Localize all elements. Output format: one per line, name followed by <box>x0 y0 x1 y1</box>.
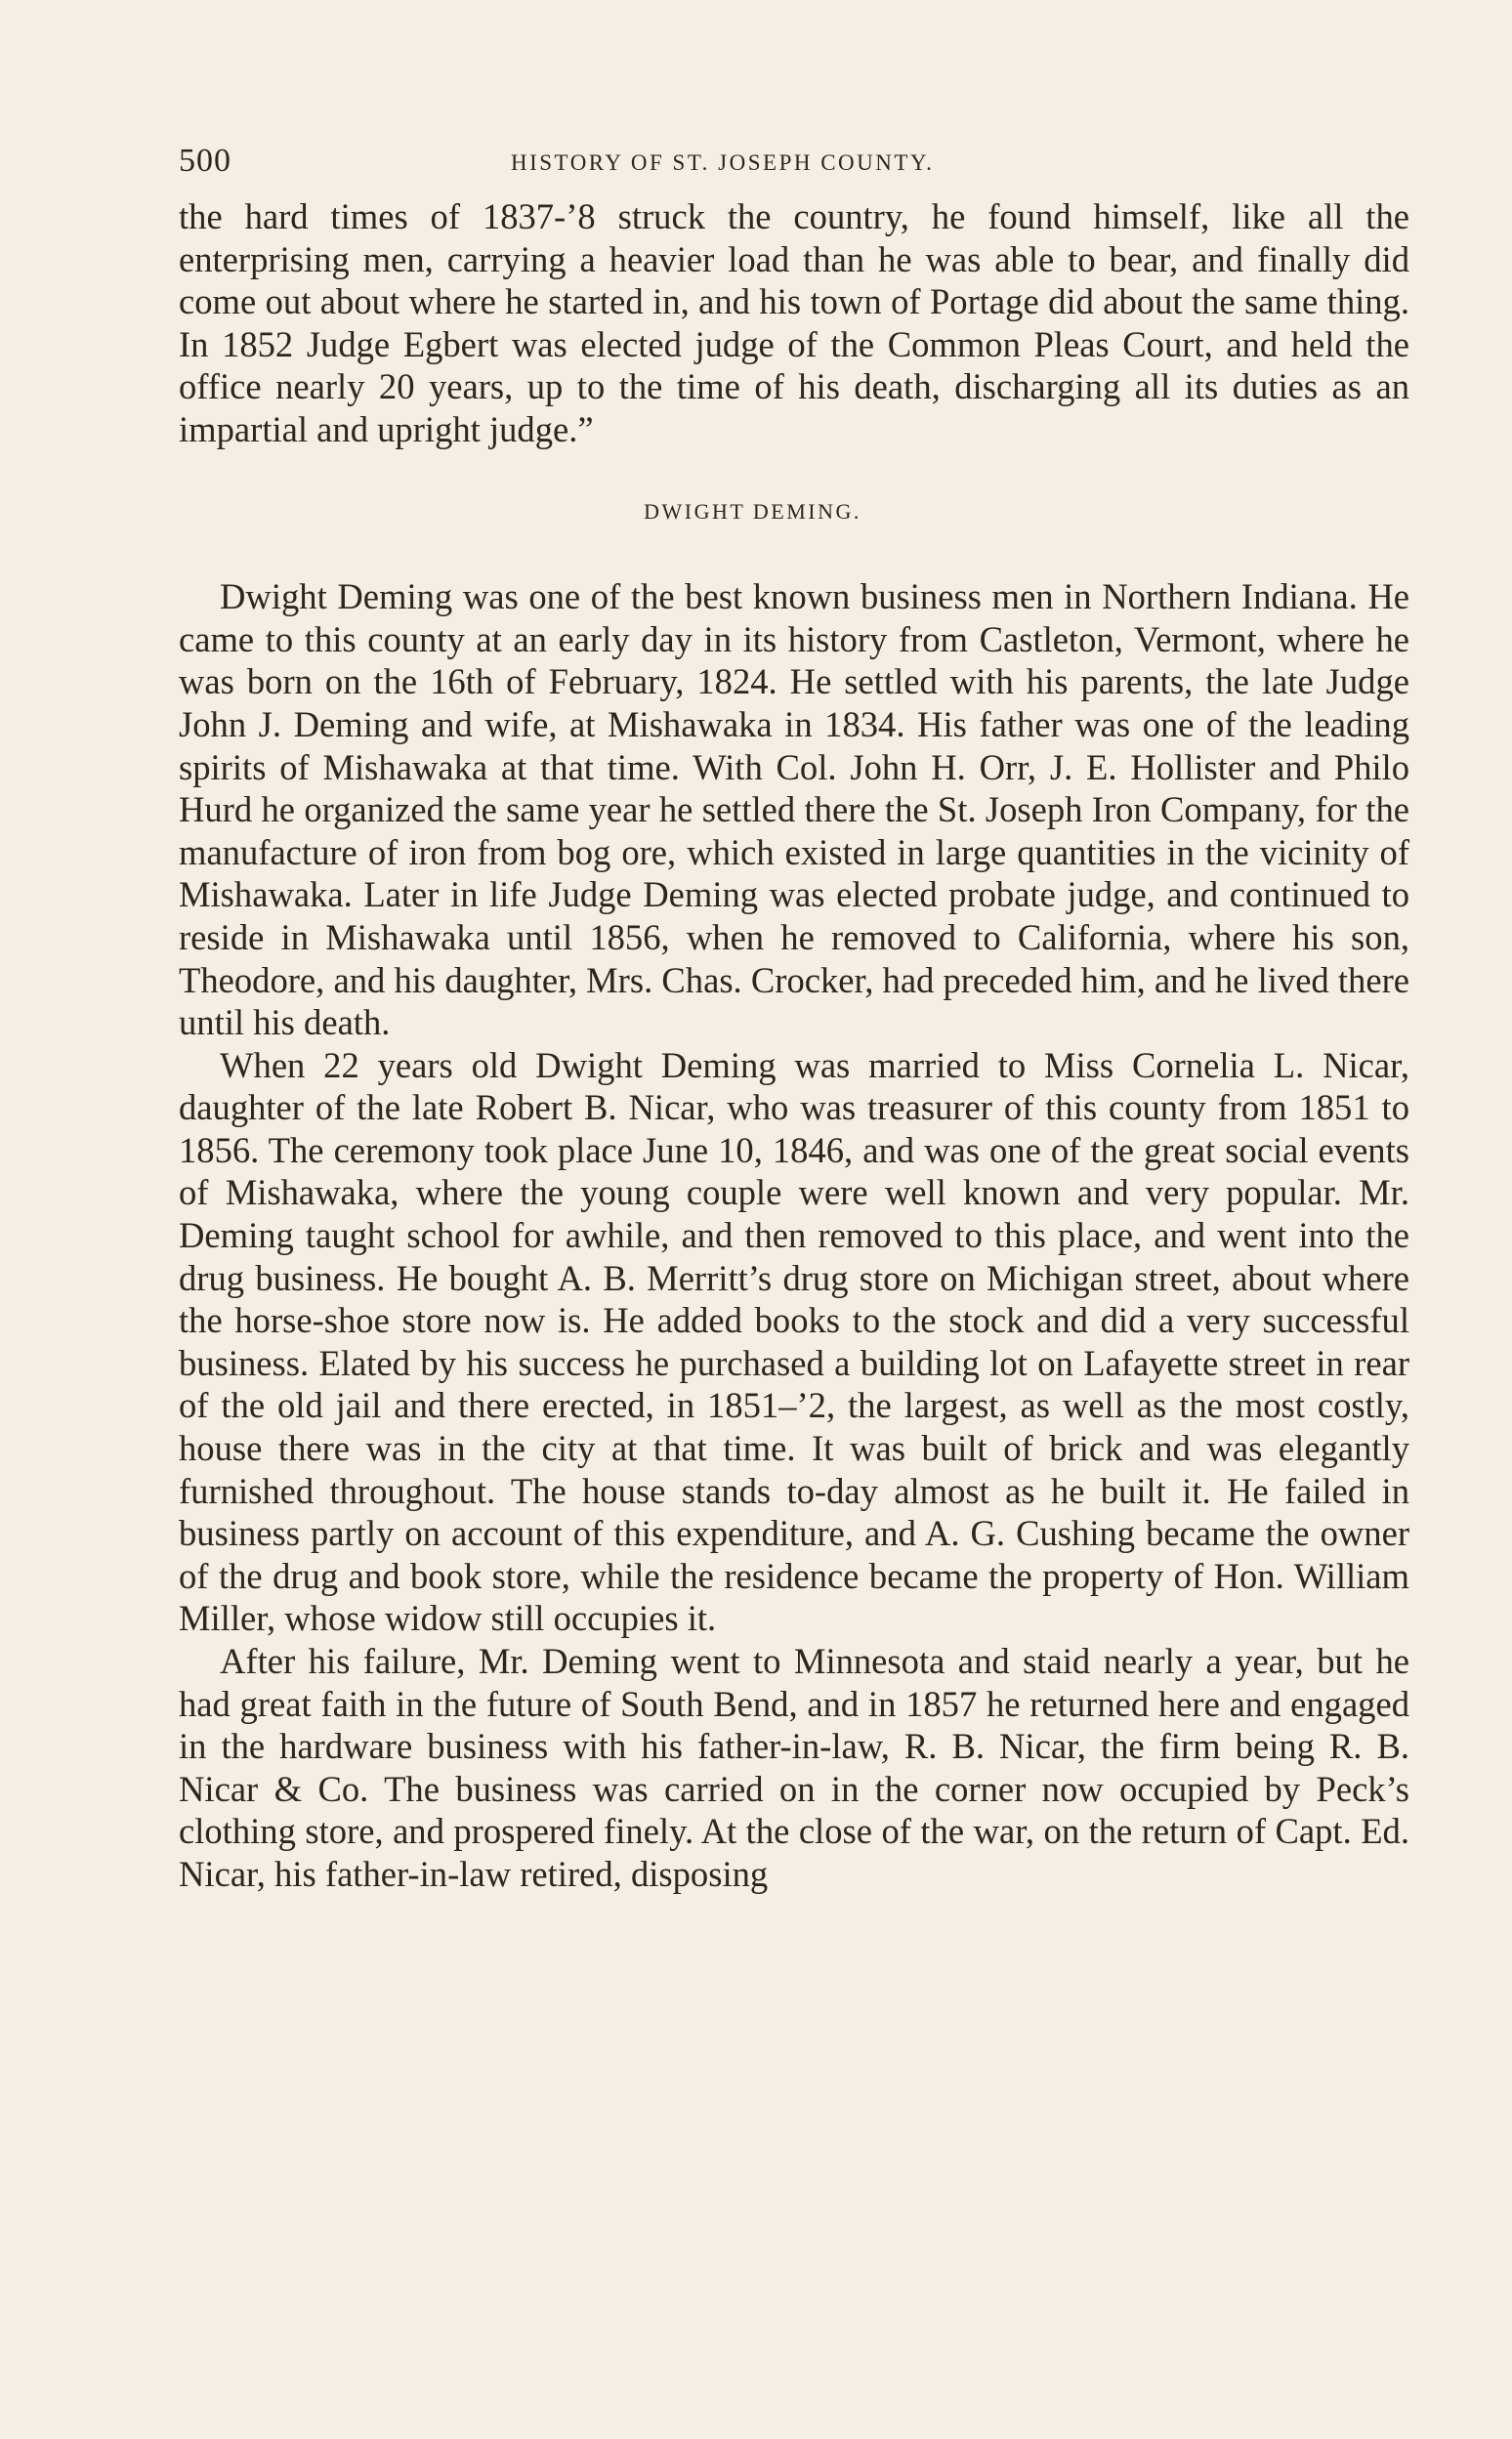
paragraph-2: When 22 years old Dwight Deming was married to Miss Cornelia L. Nicar, daughter of the late Robert B. Nicar, who was treasurer of this county from 1851 to 1856. The ceremony took place June 10, 1846, and was one of the great social events of Mishawaka, where the young couple were well known and very popular. Mr. Deming taught school for awhile, and then removed to this place, and went into the drug business. He bought A. B. Merritt’s drug store on Michigan street, about where the horse-shoe store now is. He added books to the stock and did a very successful business. Elated by his success he purchased a building lot on Lafayette street in rear of the old jail and there erected, in 1851–’2, the largest, as well as the most costly, house there was in the city at that time. It was built of brick and was elegantly furnished throughout. The house stands to-day almost as he built it. He failed in business partly on account of this expenditure, and A. G. Cushing became the owner of the drug and book store, while the residence became the property of Hon. William Miller, whose widow still occupies it. <box>179 1044 1409 1639</box>
body-text <box>179 195 1409 1896</box>
continuation-paragraph: the hard times of 1837-’8 struck the country, he found himself, like all the enterprising men, carrying a heavier load than he was able to bear, and finally did come out about where he started in, and his town of Portage did about the same thing. In 1852 Judge Egbert was elected judge of the Common Pleas Court, and held the office nearly 20 years, up to the time of his death, discharging all its duties as an impartial and upright judge.” <box>179 196 1409 449</box>
paragraph-3: After his failure, Mr. Deming went to Minnesota and staid nearly a year, but he had great faith in the future of South Bend, and in 1857 he returned here and engaged in the hardware business with his father-in-law, R. B. Nicar, the firm being R. B. Nicar & Co. The business was carried on in the corner now occupied by Peck’s clothing store, and prospered finely. At the close of the war, on the return of Capt. Ed. Nicar, his father-in-law retired, disposing <box>179 1641 1409 1894</box>
running-head <box>179 137 1409 195</box>
page-number: 500 <box>179 143 231 179</box>
paragraph-1: Dwight Deming was one of the best known business men in Northern Indiana. He came to this county at an early day in its history from Castleton, Vermont, where he was born on the 16th of February, 1824. He settled with his parents, the late Judge John J. Deming and wife, at Mishawaka in 1834. His father was one of the leading spirits of Mishawaka at that time. With Col. John H. Orr, J. E. Hollister and Philo Hurd he organized the same year he settled there the St. Joseph Iron Company, for the manufacture of iron from bog ore, which existed in large quantities in the vicinity of Mishawaka. Later in life Judge Deming was elected probate judge, and continued to reside in Mishawaka until 1856, when he removed to California, where his son, Theodore, and his daughter, Mrs. Chas. Crocker, had preceded him, and he lived there until his death. <box>179 576 1409 1043</box>
book-page <box>179 137 1409 1896</box>
running-title: HISTORY OF ST. JOSEPH COUNTY. <box>511 150 935 175</box>
section-heading: DWIGHT DEMING. <box>644 498 861 524</box>
